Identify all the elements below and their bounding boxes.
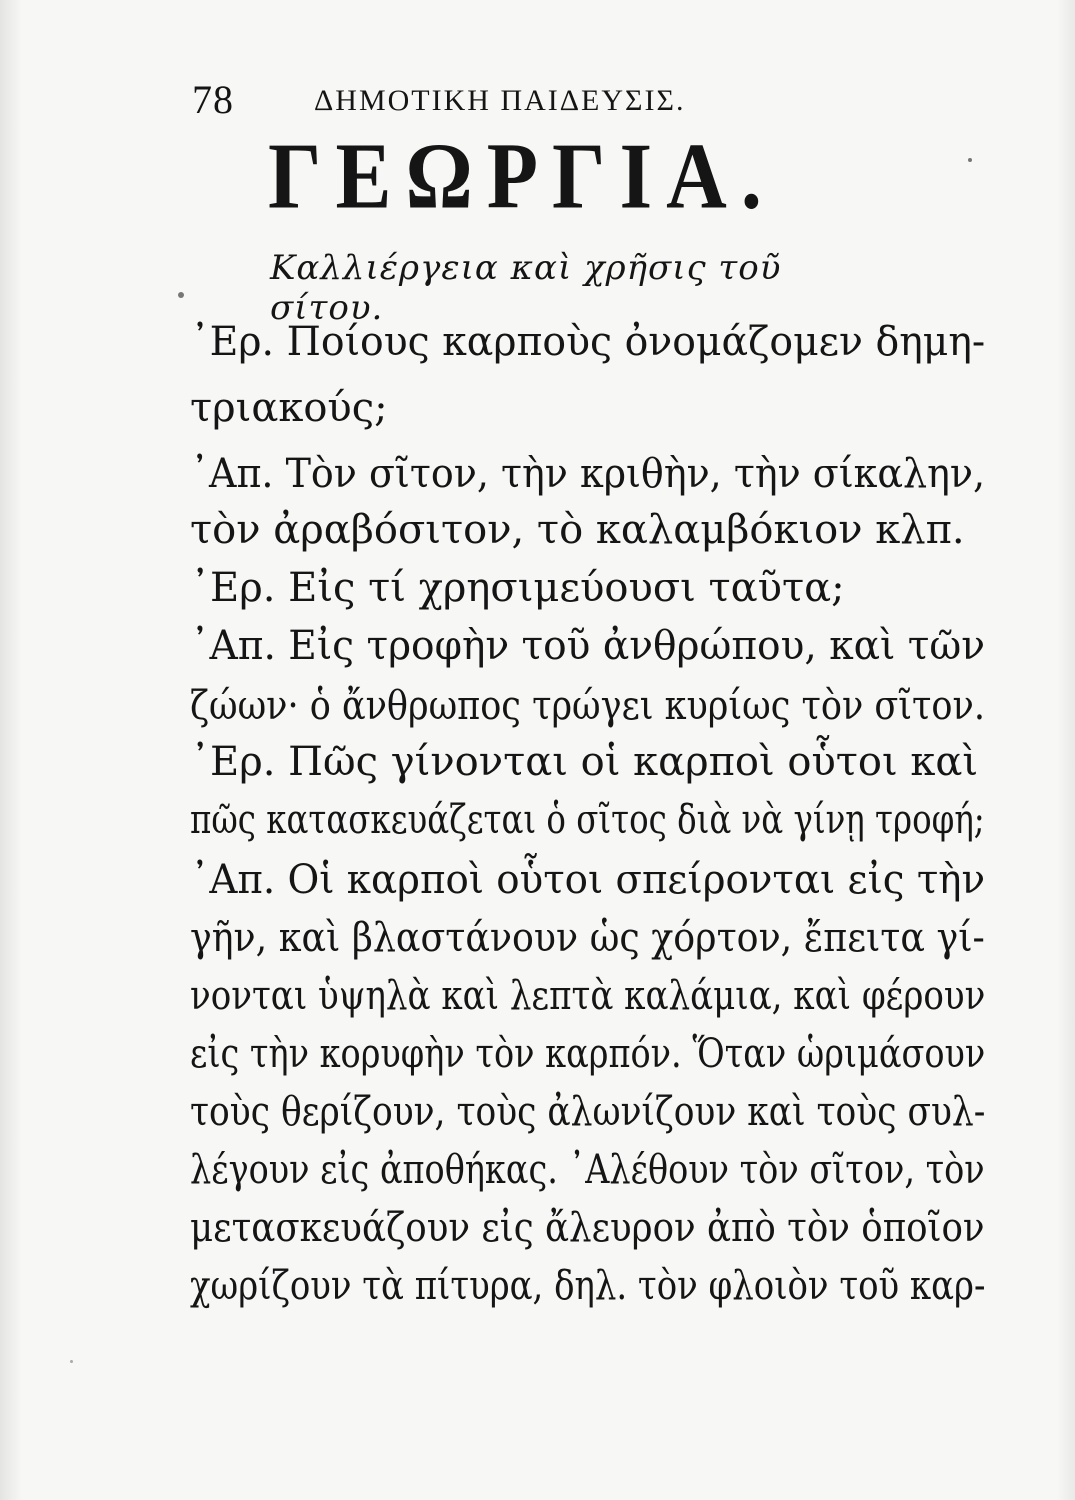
- text-line: ζώων· ὁ ἄνθρωπος τρώγει κυρίως τὸν σῖτον.: [190, 683, 985, 729]
- text-line: ᾿Απ. Οἱ καρποὶ οὗτοι σπείρονται εἰς τὴν: [190, 857, 986, 903]
- text-line: τριακούς;: [190, 385, 388, 431]
- text-line: ᾿Απ. Τὸν σῖτον, τὴν κριθὴν, τὴν σίκαλην,: [190, 451, 986, 497]
- running-title: ΔΗΜΟΤΙΚΗ ΠΑΙΔΕΥΣΙΣ.: [314, 84, 686, 117]
- text-line: ᾿Ερ. Πῶς γίνονται οἱ καρποὶ οὗτοι καὶ: [190, 739, 979, 785]
- text-line: χωρίζουν τὰ πίτυρα, δηλ. τὸν φλοιὸν τοῦ καρ-: [190, 1263, 986, 1309]
- text-line: γῆν, καὶ βλαστάνουν ὡς χόρτον, ἔπειτα γί-: [190, 915, 985, 961]
- text-line: ᾿Ερ. Εἰς τί χρησιμεύουσι ταῦτα;: [190, 565, 845, 611]
- text-line: μετασκευάζουν εἰς ἄλευρον ἀπὸ τὸν ὁποῖον: [190, 1205, 985, 1251]
- page-edge-shadow-left: [0, 0, 22, 1500]
- text-line: εἰς τὴν κορυφὴν τὸν καρπόν. Ὅταν ὡριμάσουν: [190, 1031, 986, 1077]
- text-line: ᾿Απ. Εἰς τροφὴν τοῦ ἀνθρώπου, καὶ τῶν: [190, 623, 986, 669]
- page-number: 78: [192, 77, 234, 122]
- text-line: λέγουν εἰς ἀποθήκας. ᾿Αλέθουν τὸν σῖτον, τὸν: [190, 1147, 985, 1193]
- text-line: πῶς κατασκευάζεται ὁ σῖτος διὰ νὰ γίνῃ τροφή;: [190, 797, 985, 843]
- text-line: τὸν ἀραβόσιτον, τὸ καλαμβόκιον κλπ.: [190, 507, 965, 553]
- text-line: νονται ὑψηλὰ καὶ λεπτὰ καλάμια, καὶ φέρουν: [190, 973, 986, 1019]
- page-edge-shadow-right: [1057, 0, 1075, 1500]
- ink-speck: [968, 158, 972, 162]
- running-head: [192, 76, 812, 126]
- section-subtitle: Καλλιέργεια καὶ χρῆσις τοῦ σίτου.: [270, 248, 782, 328]
- ink-speck: [70, 1360, 73, 1363]
- text-line: ᾿Ερ. Ποίους καρποὺς ὀνομάζομεν δημη-: [190, 319, 986, 365]
- text-line: τοὺς θερίζουν, τοὺς ἀλωνίζουν καὶ τοὺς συλ-: [190, 1089, 986, 1135]
- ink-speck: [178, 292, 184, 298]
- section-title: ΓΕΩΡΓΙΑ.: [268, 124, 776, 229]
